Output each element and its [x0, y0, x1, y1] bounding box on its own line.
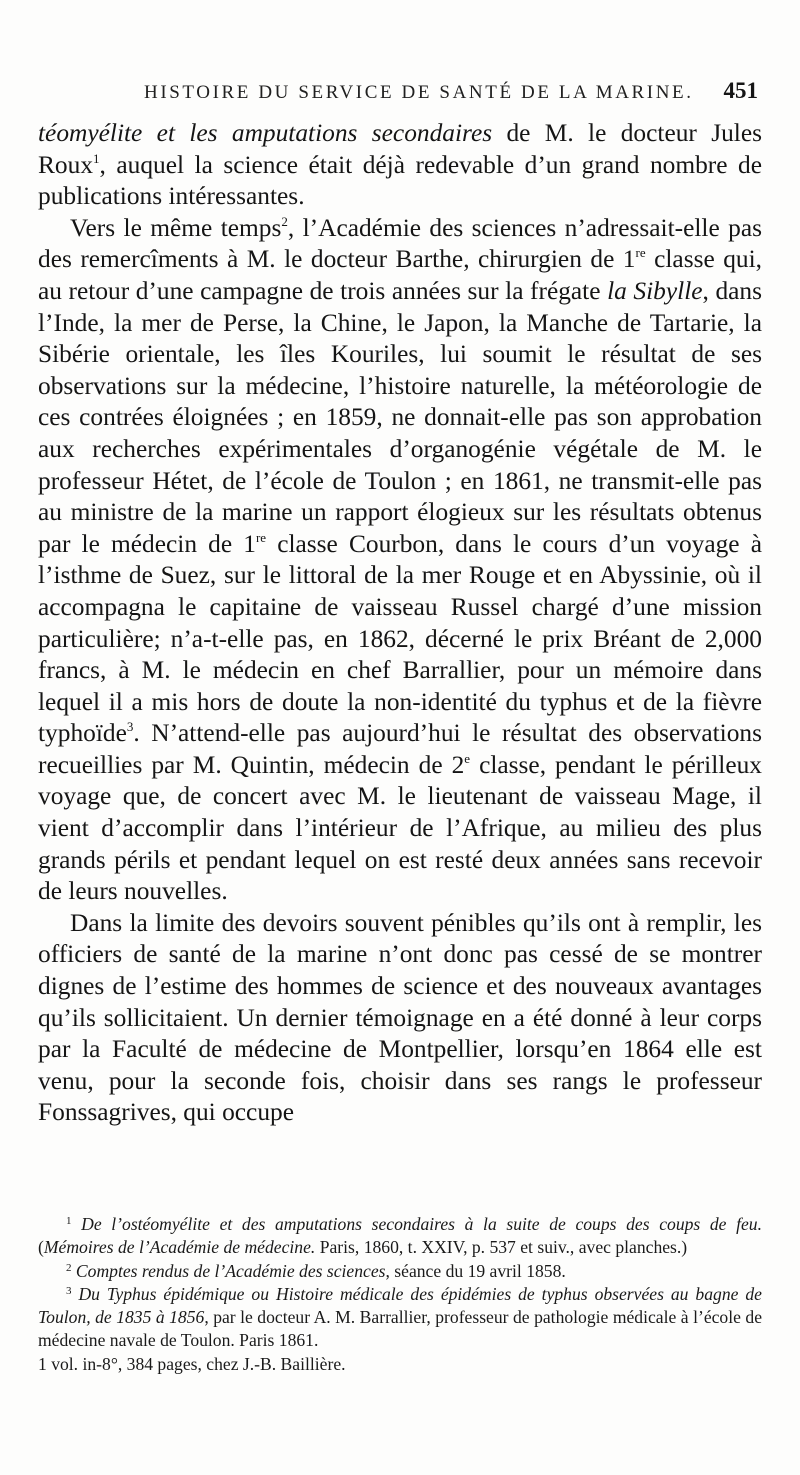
text-run: , auquel la science était déjà redevable d’un grand nombre de publications intéressantes.: [38, 150, 762, 211]
text-run: Paris, 1860, t. XXIV, p. 537 et suiv., avec planches.): [315, 1237, 688, 1258]
text-run: classe, pendant le périlleux voyage que, de concert avec M. le lieutenant de vaisseau Mage, il vient d’accomplir dans l’intérieur de l’Afrique, au milieu des plus grands périls et pendant lequel on est resté deux années sans recevoir de leurs nouvelles.: [38, 750, 763, 906]
footnote-2: [38, 1260, 762, 1283]
running-head: [36, 78, 764, 114]
text-run: , séance du 19 avril 1858.: [385, 1260, 566, 1281]
footnote-mark: 3: [66, 1284, 72, 1297]
footnote-1: [38, 1213, 762, 1260]
footnote-ref: 2: [281, 213, 288, 229]
footnote-3: [38, 1283, 762, 1353]
ordinal-suffix: e: [464, 750, 471, 766]
ordinal-suffix: re: [635, 245, 646, 261]
text-run: Vers le même temps: [70, 213, 282, 242]
text-run: , par le docteur A. M. Barrallier, professeur de pathologie médicale à l’école de médecine navale de Toulon. Paris 1861.: [38, 1307, 763, 1351]
running-title: HISTOIRE DU SERVICE DE SANTÉ DE LA MARINE.: [144, 82, 694, 103]
footnote-ref: 1: [93, 150, 100, 166]
footnote-title: Du Typhus épidémique ou Histoire médicale des épidémies de typhus observées au bagne de Toulon, de 1835 à 1856: [38, 1283, 762, 1328]
ship-name: la Sibylle: [607, 276, 703, 305]
footnote-source: Mémoires de l’Académie de médecine.: [43, 1237, 316, 1258]
footnote-title: De l’ostéomyélite et des amputations secondaires à la suite de coups des coups de feu.: [81, 1214, 763, 1234]
ordinal-suffix: re: [255, 529, 267, 545]
text-run: classe qui, au retour d’une campagne de trois années sur la frégate: [38, 245, 762, 305]
footnote-title: Comptes rendus de l’Académie des sciences: [75, 1260, 386, 1281]
text-run: de M. le docteur Jules Roux: [38, 119, 762, 179]
footnote-3-continuation: [38, 1353, 762, 1376]
text-run: classe Courbon, dans le cours d’un voyage à l’isthme de Suez, sur le littoral de la mer Rouge et en Abyssinie, où il accompagna le capitaine de vaisseau Russel chargé d’une mission particulière; n’a-t-elle pas, en 1862, décerné le prix Bréant de 2,000 francs, à M. le médecin en chef Barrallier, pour un mémoire dans lequel il a mis hors de doute la non-identité du typhus et de la fièvre typhoïde: [38, 529, 762, 748]
footnote-mark: 2: [66, 1261, 72, 1274]
footnote-mark: 1: [66, 1215, 72, 1227]
volume-count: 1: [38, 1353, 47, 1374]
text-run: , l’Académie des sciences n’adressait-elle pas des remercîments à M. le docteur Barthe, chirurgien de 1: [38, 213, 762, 274]
body-text: [38, 118, 762, 1129]
page-number: 451: [723, 78, 758, 103]
paragraph-conclusion: Dans la limite des devoirs souvent pénibles qu’ils ont à remplir, les officiers de santé de la marine n’ont donc pas cessé de se montrer dignes de l’estime des hommes de science et des nouveaux avantages qu’ils sollicitaient. Un dernier témoignage en a été donné à leur corps par la Faculté de médecine de Montpellier, lorsqu’en 1864 elle est venu, pour la seconde fois, choisir dans ses rangs le professeur Fonssagrives, qui occupe: [38, 908, 762, 1127]
work-title: téomyélite et les amputations secondaires: [38, 119, 493, 147]
paragraph-academie: [38, 213, 762, 908]
text-run: vol. in-8°, 384 pages, chez J.-B. Baillière.: [46, 1353, 346, 1374]
paragraph-continuation: [38, 118, 762, 213]
text-run: , dans l’Inde, la mer de Perse, la Chine, le Japon, la Manche de Tartarie, la Sibérie orientale, les îles Kouriles, lui soumit le résultat de ses observations sur la médecine, l’histoire naturelle, la météorologie de ces contrées éloignées ; en 1859, ne donnait-elle pas son approbation aux recherches expérimentales d’organogénie végétale de M. le professeur Hétet, de l’école de Toulon ; en 1861, ne transmit-elle pas au ministre de la marine un rapport élogieux sur les résultats obtenus par le médecin de 1: [38, 276, 762, 558]
text-run: (: [38, 1237, 44, 1258]
footnote-ref: 3: [126, 719, 134, 735]
footnotes: [38, 1213, 762, 1376]
text-run: . N’attend-elle pas aujourd’hui le résultat des observations recueillies par M. Quintin, médecin de 2: [38, 719, 762, 779]
